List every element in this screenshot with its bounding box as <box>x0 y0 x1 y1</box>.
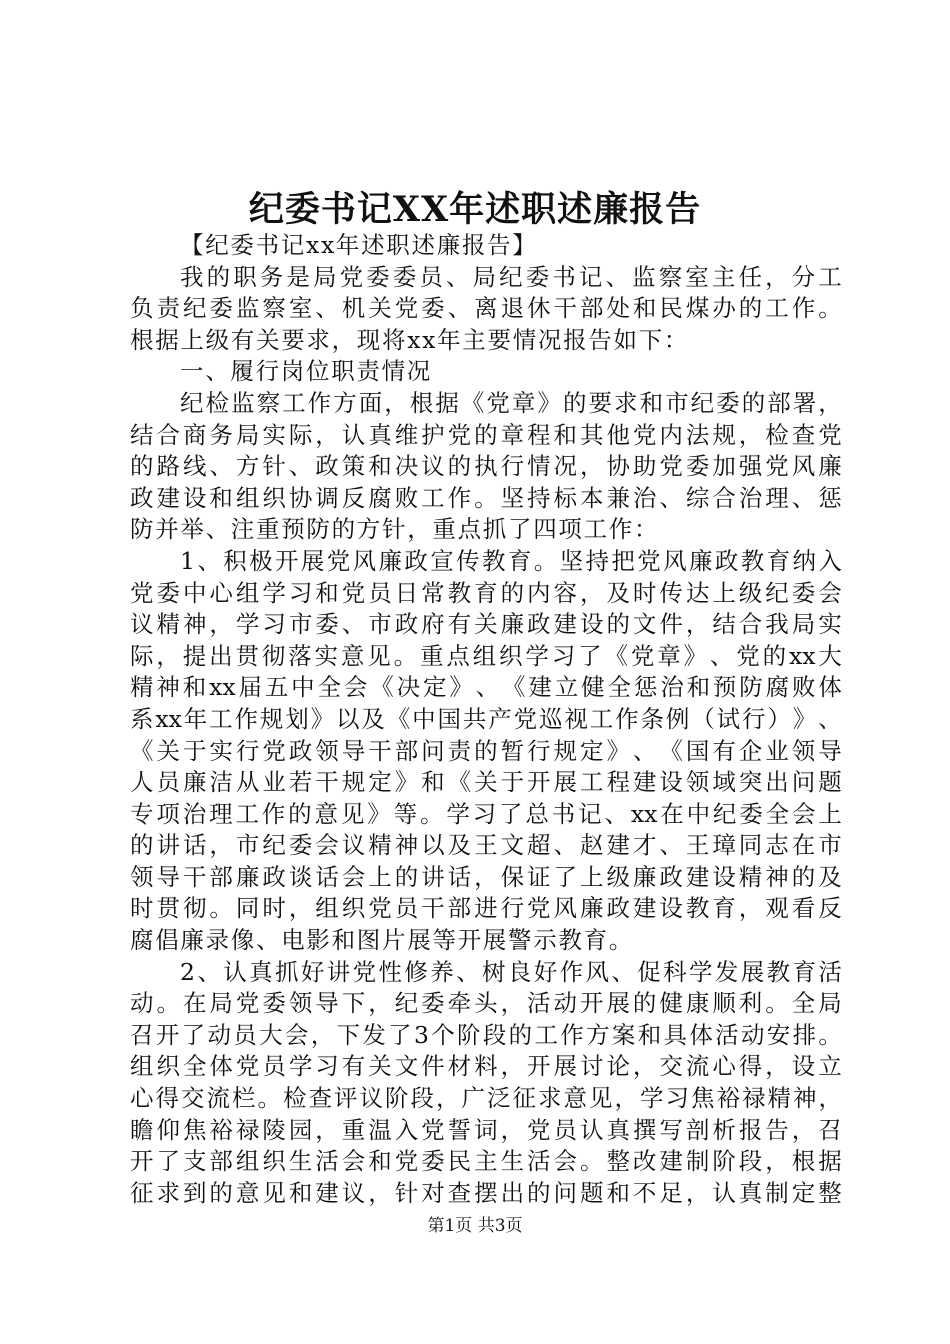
text-line: 开 了 支 部 组 织 生 活 会 和 党 委 民 主 生 活 会 。 整 改 建 制 阶 段 ， 根 据 <box>130 1147 842 1176</box>
text-line: 纪 检 监 察 工 作 方 面 ， 根 据 《 党 章 》 的 要 求 和 市 纪 委 的 部 署 ， <box>180 388 842 417</box>
text-line: 党 委 中 心 组 学 习 和 党 员 日 常 教 育 的 内 容 ， 及 时 传 达 上 级 纪 委 会 <box>130 578 842 607</box>
text-line: 瞻 仰 焦 裕 禄 陵 园 ， 重 温 入 党 誓 词 ， 党 员 认 真 撰 写 剖 析 报 告 ， 召 <box>130 1115 842 1144</box>
text-line: 的 讲 话 ， 市 纪 委 会 议 精 神 以 及 王 文 超 、 赵 建 才 、 王 璋 同 志 在 市 <box>130 831 842 860</box>
text-line: 征 求 到 的 意 见 和 建 议 ， 针 对 查 摆 出 的 问 题 和 不 足 ， 认 真 制 定 整 <box>130 1178 842 1207</box>
text-line: 2 、 认 真 抓 好 讲 党 性 修 养 、 树 良 好 作 风 、 促 科 学 发 展 教 育 活 <box>180 957 842 986</box>
text-line: 时 贯 彻 。 同 时 ， 组 织 党 员 干 部 进 行 党 风 廉 政 建 设 教 育 ， 观 看 反 <box>130 894 842 923</box>
text-line: 腐倡廉录像、电影和图片展等开展警示教育。 <box>130 926 634 955</box>
text-line: 结 合 商 务 局 实 际 ， 认 真 维 护 党 的 章 程 和 其 他 党 内 法 规 ， 检 查 党 <box>130 420 842 449</box>
document-body <box>130 230 842 1209</box>
text-line: 系 xx 年 工 作 规 划 》 以 及 《 中 国 共 产 党 巡 视 工 作 条 例 （ 试 行 ） 》 、 <box>130 704 842 733</box>
text-line: 精 神 和 xx 届 五 中 全 会 《 决 定 》 、 《 建 立 健 全 惩 治 和 预 防 腐 败 体 <box>130 673 842 702</box>
text-line: 我 的 职 务 是 局 党 委 委 员 、 局 纪 委 书 记 、 监 察 室 主 任 ， 分 工 <box>180 262 842 291</box>
text-line: 议 精 神 ， 学 习 市 委 、 市 政 府 有 关 廉 政 建 设 的 文 件 ， 结 合 我 局 实 <box>130 610 842 639</box>
document-title: 纪委书记XX年述职述廉报告 <box>248 189 702 230</box>
text-line: 专 项 治 理 工 作 的 意 见 》 等 。 学 习 了 总 书 记 、 xx 在 中 纪 委 全 会 上 <box>130 799 842 828</box>
text-line: 领 导 干 部 廉 政 谈 话 会 上 的 讲 话 ， 保 证 了 上 级 廉 政 建 设 精 神 的 及 <box>130 862 842 891</box>
text-line: 组 织 全 体 党 员 学 习 有 关 文 件 材 料 ， 开 展 讨 论 ， 交 流 心 得 ， 设 立 <box>130 1052 842 1081</box>
page-footer: 第1页 共3页 <box>427 1216 523 1236</box>
text-line: 心 得 交 流 栏 。 检 查 评 议 阶 段 ， 广 泛 征 求 意 见 ， 学 习 焦 裕 禄 精 神 ， <box>130 1084 842 1113</box>
text-line: 际 ， 提 出 贯 彻 落 实 意 见 。 重 点 组 织 学 习 了 《 党 章 》 、 党 的 xx 大 <box>130 641 842 670</box>
text-line: 负 责 纪 委 监 察 室 、 机 关 党 委 、 离 退 休 干 部 处 和 民 煤 办 的 工 作 。 <box>130 294 842 323</box>
text-line: 一、履行岗位职责情况 <box>180 357 432 386</box>
text-line: 动 。 在 局 党 委 领 导 下 ， 纪 委 牵 头 ， 活 动 开 展 的 健 康 顺 利 。 全 局 <box>130 989 842 1018</box>
text-line: 政 建 设 和 组 织 协 调 反 腐 败 工 作 。 坚 持 标 本 兼 治 、 综 合 治 理 、 惩 <box>130 483 842 512</box>
text-line: 防并举、注重预防的方针，重点抓了四项工作： <box>130 515 660 544</box>
text-line: 1 、 积 极 开 展 党 风 廉 政 宣 传 教 育 。 坚 持 把 党 风 廉 政 教 育 纳 入 <box>180 546 842 575</box>
text-line: 人 员 廉 洁 从 业 若 干 规 定 》 和 《 关 于 开 展 工 程 建 设 领 域 突 出 问 题 <box>130 768 842 797</box>
text-line: 根据上级有关要求，现将xx年主要情况报告如下： <box>130 325 690 354</box>
text-line: 【纪委书记xx年述职述廉报告】 <box>180 231 538 259</box>
text-line: 《 关 于 实 行 党 政 领 导 干 部 问 责 的 暂 行 规 定 》 、 《 国 有 企 业 领 导 <box>130 736 842 765</box>
text-line: 召 开 了 动 员 大 会 ， 下 发 了 3 个 阶 段 的 工 作 方 案 和 具 体 活 动 安 排 。 <box>130 1020 842 1049</box>
text-line: 的 路 线 、 方 针 、 政 策 和 决 议 的 执 行 情 况 ， 协 助 党 委 加 强 党 风 廉 <box>130 452 842 481</box>
